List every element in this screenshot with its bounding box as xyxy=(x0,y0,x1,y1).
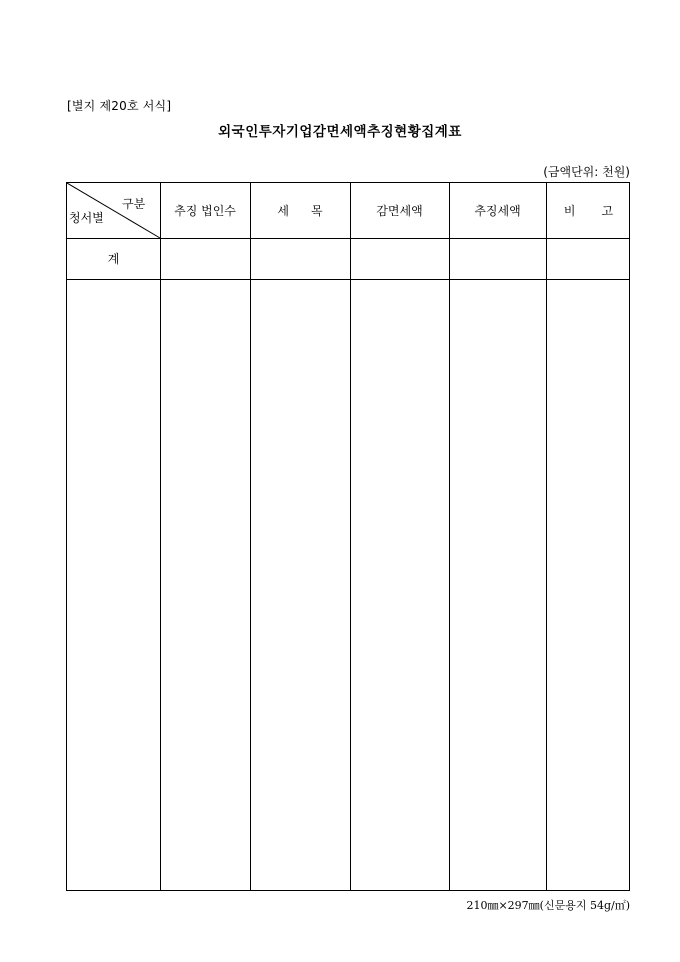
header-exempted-tax: 감면세액 xyxy=(376,204,423,218)
header-tax-item xyxy=(250,183,350,238)
column-divider xyxy=(350,183,351,890)
header-recovered-companies: 추징 법인수 xyxy=(174,204,236,218)
header-remarks-text: 비고 xyxy=(563,204,640,218)
unit-note: (금액단위: 천원) xyxy=(543,165,630,179)
form-label: [별지 제20호 서식] xyxy=(67,99,172,113)
total-row-label: 계 xyxy=(107,252,120,266)
header-tax-item-text: 세목 xyxy=(277,204,345,218)
row-divider xyxy=(67,279,629,280)
paper-spec-footer: 210㎜×297㎜(신문용지 54g/㎡) xyxy=(466,899,630,912)
header-recovered-tax: 추징세액 xyxy=(474,204,521,218)
page-title: 외국인투자기업감면세액추징현황집계표 xyxy=(218,124,462,140)
header-remarks xyxy=(546,183,640,238)
column-divider xyxy=(449,183,450,890)
summary-table xyxy=(66,182,640,891)
column-divider xyxy=(250,183,251,890)
column-divider xyxy=(546,183,547,890)
corner-office-label: 청서별 xyxy=(69,211,104,225)
corner-category-label: 구분 xyxy=(122,197,146,211)
column-divider xyxy=(160,183,161,890)
